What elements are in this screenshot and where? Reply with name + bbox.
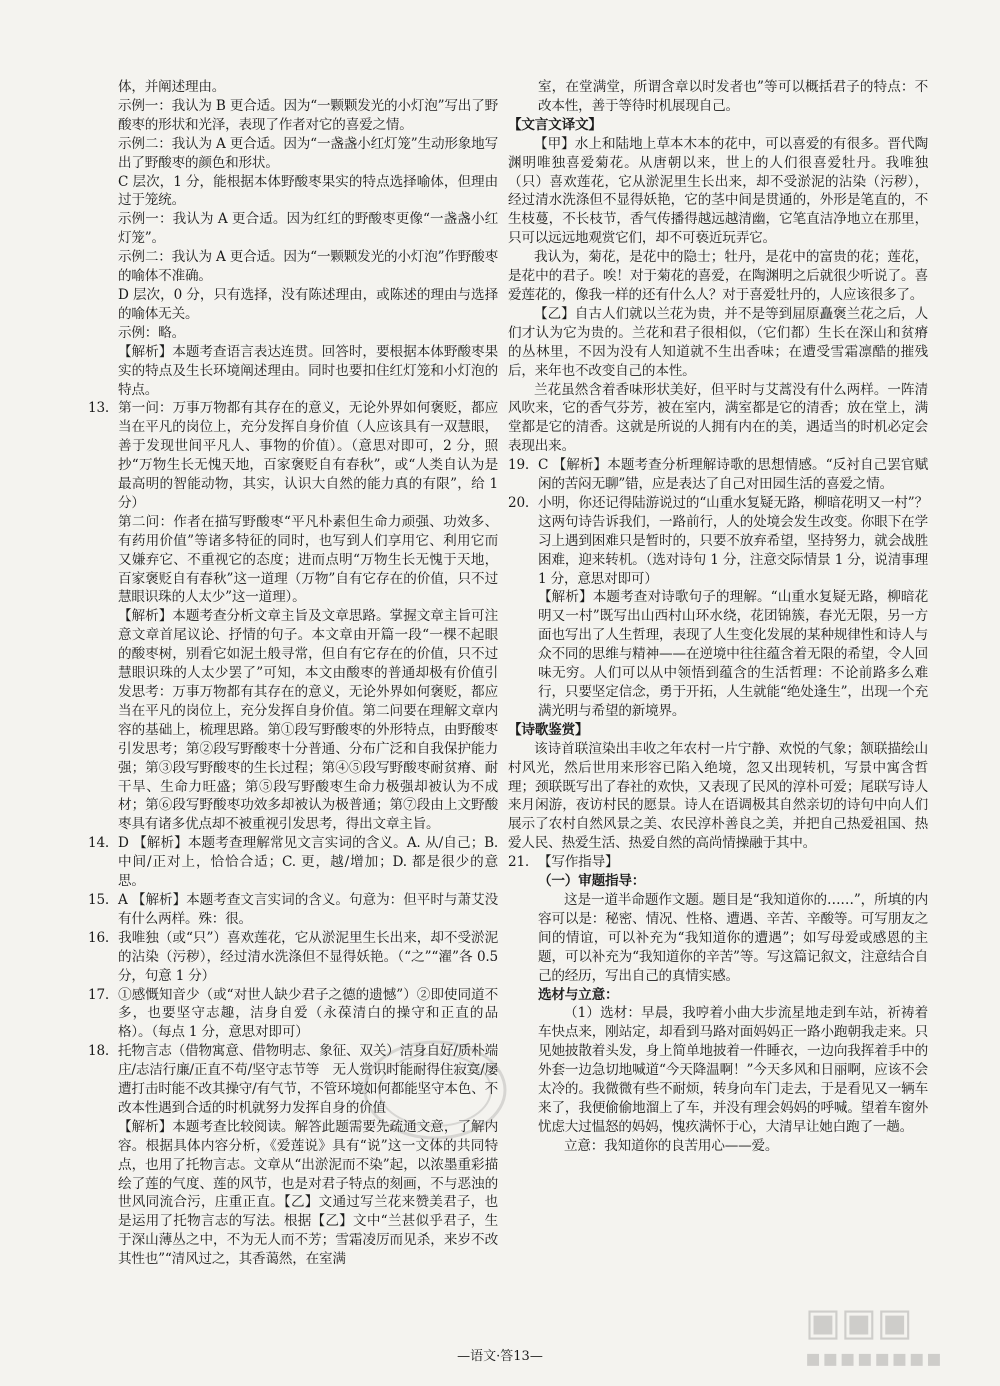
right-paragraph xyxy=(508,721,928,740)
paragraph-text: C 【解析】本题考查分析理解诗歌的思想情感。“反衬自己罢官赋闲的苦闷无聊”错，应是表达了自己对田园生活的喜爱之情。 xyxy=(538,457,928,493)
paragraph-text: （一）审题指导： xyxy=(538,873,646,890)
paragraph-text: 这是一道半命题作文题。题目是“我知道你的……”，所填的内容可以是：秘密、情况、性格、遭遇、辛苦、辛酸等。可写朋友之间的情谊，可以补充为“我知道你的遭遇”；如写母爱或感恩的主题，可以补充为“我知道你的辛苦”等。写这篇记叙文，注意结合自己的经历，写出自己的真情实感。 xyxy=(538,891,928,984)
stamp-watermark xyxy=(360,1035,510,1145)
right-paragraph xyxy=(508,1004,928,1136)
right-paragraph xyxy=(508,248,928,305)
paragraph-text: 立意：我知道你的良苦用心——爱。 xyxy=(564,1137,779,1154)
right-paragraph xyxy=(508,494,928,589)
section-heading: 【文言文译文】 xyxy=(508,116,602,133)
paragraph-text: 示例一：我认为 A 更合适。因为红红的野酸枣更像“一盏盏小红灯笼”。 xyxy=(118,211,498,247)
left-paragraph xyxy=(88,343,498,400)
site-watermark xyxy=(805,1300,980,1380)
right-paragraph xyxy=(508,986,928,1005)
page-footer: —语文·答13— xyxy=(457,1349,543,1364)
left-paragraph xyxy=(88,173,498,211)
right-paragraph xyxy=(508,116,928,135)
paragraph-text: C 层次，1 分，能根据本体野酸枣果实的特点选择喻体，但理由过于笼统。 xyxy=(118,173,498,209)
paragraph-text: 【解析】本题考查分析文章主旨及文章思路。掌握文章主旨可注意文章首尾议论、抒情的句子。本文章由开篇一段“一棵不起眼的酸枣树，别看它如泥土般寻常，但自有它存在的价值，只不过慧眼识珠的人太少罢了”可知，本文由酸枣的普通却极有价值引发思考：万事万物都有其存在的意义，无论外界如何褒贬，都应当在平凡的岗位上，充分发挥自身价值。第二问要在理解文章内容的基础上，梳理思路。第①段写野酸枣的外形特点，由野酸枣引发思考；第②段写野酸枣十分普通、分布广泛和自我保护能力强；第③段写野酸枣的生长过程；第④⑤段写野酸枣耐贫瘠、耐干旱、生命力旺盛；第⑤段写野酸枣生命力极强却被认为不成材；第⑥段写野酸枣功效多却被认为极普通；第⑦段由上文野酸枣具有诸多优点却不被重视引发思考，得出文章主旨。 xyxy=(118,608,498,833)
paragraph-text: 我唯独（或“只”）喜欢莲花，它从淤泥里生长出来，却不受淤泥的沾染（污秽），经过清水洗涤但不显得妖艳。（“之”“濯”各 0.5 分，句意 1 分） xyxy=(118,929,498,984)
question-number: 20. xyxy=(508,494,530,511)
paragraph-text: 【乙】自古人们就以兰花为贵，并不是等到屈原矗褒兰花之后，人们才认为它为贵的。兰花和君子很相似，（它们都）生长在深山和贫瘠的丛林里，不因为没有人知道就不生出香味；在遭受雪霜凛酷的摧残后，来年也不改变自己的本性。 xyxy=(508,305,928,379)
question-number: 18. xyxy=(88,1043,110,1060)
right-paragraph xyxy=(508,872,928,891)
paragraph-text: 【解析】本题考查语言表达连贯。回答时，要根据本体野酸枣果实的特点及生长环境阐述理由。同时也要扣住红灯笼和小灯泡的特点。 xyxy=(118,343,498,398)
paragraph-text: 【写作指导】 xyxy=(538,854,619,871)
right-paragraph xyxy=(508,1137,928,1156)
paragraph-text: （1）选材：早晨，我哼着小曲大步流星地走到车站，祈祷着车快点来，刚站定，却看到马路对面妈妈正一路小跑朝我走来。只见她披散着头发，身上简单地披着一件睡衣，一边向我挥着手中的外套一边急切地喊道“今天降温啊！”今天多风和日丽啊，应该不会太冷的。我微微有些不耐烦，转身向车门走去，于是看见又一辆车来了，我便偷偷地溜上了车，并没有理会妈妈的呼喊。望着车窗外忧虑大过愠怒的妈妈，愧疚满怀于心，大清早让她白跑了一趟。 xyxy=(538,1005,928,1135)
left-paragraph xyxy=(88,97,498,135)
right-column xyxy=(508,78,928,1156)
right-paragraph xyxy=(508,135,928,248)
question-number: 13. xyxy=(88,400,110,417)
paragraph-text: D 【解析】本题考查理解常见文言实词的含义。A. 从/自己；B. 中间/正对上，恰恰合适；C. 更，越/增加；D. 都是很少的意思。 xyxy=(118,835,498,890)
paragraph-text: 小明，你还记得陆游说过的“山重水复疑无路，柳暗花明又一村”？这两句诗告诉我们，一路前行，人的处境会发生改变。你眼下在学习上遇到困难只是暂时的，只要不放弃希望，坚持努力，就会战胜困难，迎来转机。（选对诗句 1 分，注意交际情景 1 分，说清事理 1 分，意思对即可） xyxy=(538,494,928,587)
paragraph-text: 第二问：作者在描写野酸枣“平凡朴素但生命力顽强、功效多、有药用价值”等诸多特征的同时，也写到人们享用它、利用它而又嫌弃它、不重视它的态度；进而点明“万物生长无愧于天地，百家褒贬自有春秋”这一道理（万物”自有它存在的价值，只不过慧眼识珠的人太少”这一道理）。 xyxy=(118,513,498,606)
paragraph-text: 示例二：我认为 A 更合适。因为“一盏盏小红灯笼”生动形象地写出了野酸枣的颜色和形状。 xyxy=(118,135,498,171)
right-paragraph xyxy=(508,740,928,853)
left-paragraph xyxy=(88,135,498,173)
right-paragraph xyxy=(508,891,928,986)
paragraph-text: 【解析】本题考查对诗歌句子的理解。“山重水复疑无路，柳暗花明又一村”既写出山西村山环水绕，花团锦簇，春光无限，另一方面也写出了人生哲理，表现了人生变化发展的某种规律性和诗人与众不同的思维与精神——在逆境中往往蕴含着无限的希望，令人回味无穷。人们可以从中领悟到蕴含的生活哲理：不论前路多么难行，只要坚定信念，勇于开拓，人生就能“绝处逢生”，出现一个充满光明与希望的新境界。 xyxy=(538,589,928,719)
paragraph-text: D 层次，0 分，只有选择，没有陈述理由，或陈述的理由与选择的喻体无关。 xyxy=(118,286,498,322)
left-paragraph xyxy=(88,986,498,1043)
paragraph-text: 我认为，菊花，是花中的隐士；牡丹，是花中的富贵的花；莲花，是花中的君子。唉！对于菊花的喜爱，在陶渊明之后就很少听说了。喜爱莲花的，像我一样的还有什么人？对于喜爱牡丹的，人应该很多了。 xyxy=(508,249,928,303)
paragraph-text: 【甲】水上和陆地上草本木本的花中，可以喜爱的有很多。晋代陶渊明唯独喜爱菊花。从唐朝以来，世上的人们很喜爱牡丹。我唯独（只）喜欢莲花，它从淤泥里生长出来，却不受淤泥的沾染（污秽），经过清水洗涤但不显得妖艳，它的茎中间是贯通的，外形是笔直的，不生枝蔓，不长枝节，香气传播得越远越清幽，它笔直洁净地立在那里，只可以远远地观赏它们，却不可亵近玩弄它。 xyxy=(508,135,928,247)
paragraph-text: A 【解析】本题考查文言实词的含义。句意为：但平时与萧艾没有什么两样。殊：很。 xyxy=(118,891,498,927)
question-number: 14. xyxy=(88,835,110,852)
paragraph-text: 示例二：我认为 A 更合适。因为“一颗颗发光的小灯泡”作野酸枣的喻体不准确。 xyxy=(118,249,498,285)
right-paragraph xyxy=(508,853,928,872)
paragraph-text: 示例：略。 xyxy=(118,324,185,341)
right-paragraph xyxy=(508,381,928,457)
paragraph-text: 兰花虽然含着香味形状美好，但平时与艾蒿没有什么两样。一阵清风吹来，它的香气芬芳，被在室内，满室都是它的清香；放在堂上，满堂都是它的清香。这就是所说的人拥有内在的美，遇适当的时机必定会表现出来。 xyxy=(508,381,928,455)
left-paragraph xyxy=(88,891,498,929)
watermark-site: ▪▪▪▪▪▪▪▪ xyxy=(805,1344,944,1372)
left-paragraph xyxy=(88,929,498,986)
paragraph-text: 该诗首联渲染出丰收之年农村一片宁静、欢悦的气象；颔联描绘山村风光，然后世用来形容已陷入绝境，忽又出现转机，写景中寓含哲理；颈联既写出了春社的欢快，又表现了民风的淳朴可爱；尾联写诗人来月闲游，夜访村民的愿景。诗人在语调极其自然亲切的诗句中向人们展示了农村自然风景之美、农民淳朴善良之美，并把自己热爱祖国、热爱人民、热爱生活、热爱自然的高尚情操融于其中。 xyxy=(508,740,928,852)
left-paragraph xyxy=(88,513,498,608)
left-paragraph xyxy=(88,834,498,891)
question-number: 21. xyxy=(508,854,530,871)
paragraph-text: 【解析】本题考查比较阅读。解答此题需要先疏通文意，了解内容。根据具体内容分析，《爱莲说》具有“说”这一文体的共同特点，也用了托物言志。文章从“出淤泥而不染”起，以浓墨重彩描绘了莲的气度、莲的风节，也是对君子特点的刻画，不与恶浊的世风同流合污，庄重正直。【乙】文通过写兰花来赞美君子，也是运用了托物言志的写法。根据【乙】文中“兰甚似乎君子，生于深山薄丛之中，不为无人而不芳；雪霜凌厉而见杀，来岁不改其性也”“清风过之，其香蔼然，在室满 xyxy=(118,1118,498,1268)
watermark-logo: ▣▣▣ xyxy=(805,1300,913,1344)
left-paragraph xyxy=(88,248,498,286)
right-paragraph xyxy=(508,456,928,494)
section-heading: 【诗歌鉴赏】 xyxy=(508,721,589,738)
paragraph-text: 示例一：我认为 B 更合适。因为“一颗颗发光的小灯泡”写出了野酸枣的形状和光泽，表现了作者对它的喜爱之情。 xyxy=(118,97,498,133)
left-paragraph xyxy=(88,324,498,343)
paragraph-text: ①感慨知音少（或“对世人缺少君子之德的遗憾”）②即使同道不多，也要坚守志趣，洁身自爱（永葆清白的操守和正直的品格）。（每点 1 分，意思对即可） xyxy=(118,986,498,1041)
paragraph-text: 室，在堂满堂，所谓含章以时发者也”等可以概括君子的特点：不改本性，善于等待时机展现自己。 xyxy=(538,79,928,114)
left-paragraph xyxy=(88,399,498,512)
paragraph-text: 第一问：万事万物都有其存在的意义，无论外界如何褒贬，都应当在平凡的岗位上，充分发挥自身价值（人应该具有一双慧眼，善于发现世间平凡人、事物的价值）。（意思对即可，2 分，照抄“万物生长无愧天地，百家褒贬自有春秋”，或“人类自认为是最高明的智能动物，其实，认识大自然的能力真的有限”，给 1 分） xyxy=(118,400,498,511)
left-paragraph xyxy=(88,210,498,248)
right-paragraph xyxy=(508,305,928,381)
paragraph-text: 托物言志（借物寓意、借物明志、象征、双关）洁身自好/质朴端庄/志洁行廉/正直不苟/坚守志节等 无人赏识时能耐得住寂寞/屡遭打击时能不改其操守/有气节，不管环境如何都能坚守本色、不改本性遇到合适的时机就努力发挥自身的价值 xyxy=(118,1043,498,1116)
right-paragraph xyxy=(508,588,928,720)
question-number: 19. xyxy=(508,457,530,474)
left-paragraph xyxy=(88,607,498,834)
question-number: 16. xyxy=(88,929,110,946)
left-paragraph xyxy=(88,286,498,324)
paragraph-text: 体，并阐述理由。 xyxy=(118,79,226,95)
right-paragraph xyxy=(508,78,928,116)
question-number: 15. xyxy=(88,891,110,908)
paragraph-text: 选材与立意： xyxy=(538,986,619,1003)
left-paragraph xyxy=(88,78,498,97)
question-number: 17. xyxy=(88,986,110,1003)
